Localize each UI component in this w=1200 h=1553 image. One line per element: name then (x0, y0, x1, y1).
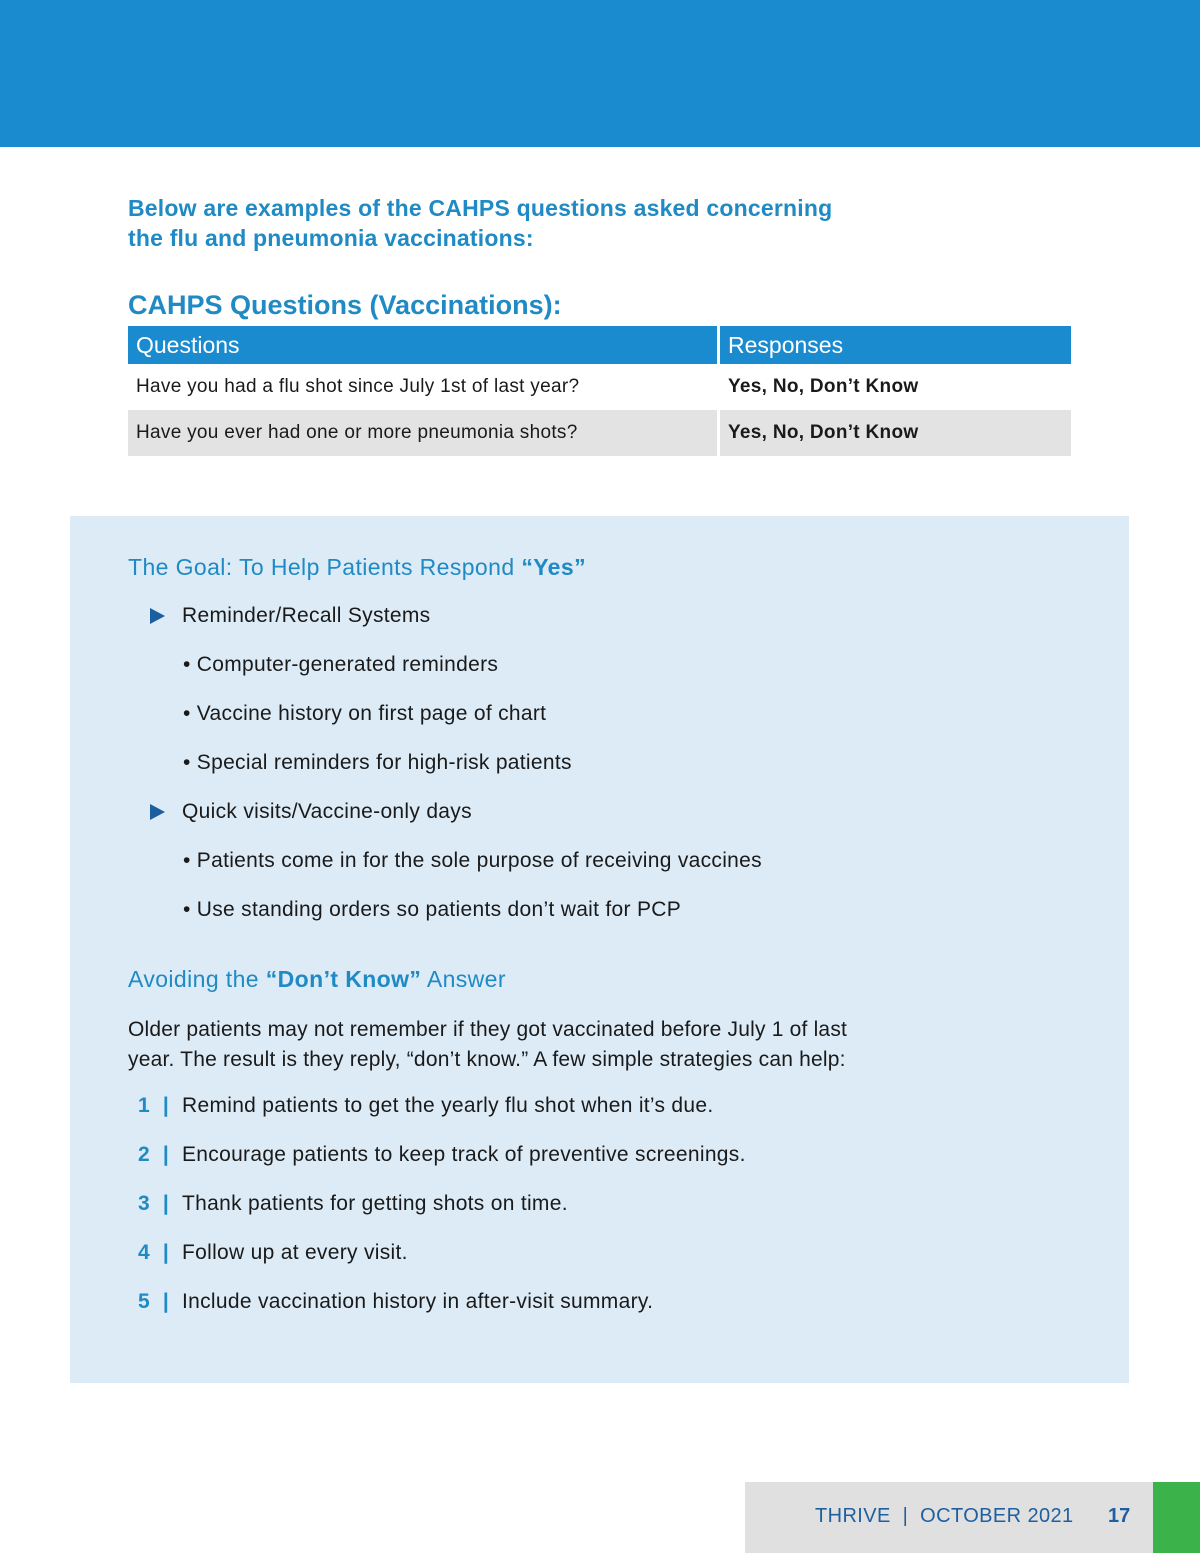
goal-heading-emphasis: “Yes” (521, 554, 586, 580)
step-separator: | (162, 1192, 170, 1215)
questions-header: Questions (128, 326, 717, 364)
avoid-heading-text: Avoiding the (128, 966, 266, 992)
triangle-bullet-icon (150, 608, 165, 624)
paragraph-line-2: year. The result is they reply, “don’t know.” A few simple strategies can help: (128, 1048, 846, 1071)
numbered-step (128, 1290, 653, 1314)
step-text: Thank patients for getting shots on time. (182, 1192, 568, 1215)
sub-bullet: • Computer-generated reminders (183, 653, 499, 676)
step-text: Include vaccination history in after-visit summary. (182, 1290, 654, 1313)
intro-text (128, 193, 1028, 253)
goal-heading-text: The Goal: To Help Patients Respond (128, 554, 522, 580)
response-cell: Yes, No, Don’t Know (717, 364, 1071, 410)
question-cell: Have you ever had one or more pneumonia shots? (128, 410, 717, 456)
response-cell: Yes, No, Don’t Know (717, 410, 1071, 456)
step-text: Encourage patients to keep track of preventive screenings. (182, 1143, 746, 1166)
avoid-heading (128, 966, 506, 993)
question-cell: Have you had a flu shot since July 1st of last year? (136, 376, 580, 397)
intro-line-2: the flu and pneumonia vaccinations: (128, 225, 534, 251)
sub-bullet: • Use standing orders so patients don’t wait for PCP (183, 898, 682, 921)
triangle-bullet-icon (150, 804, 165, 820)
list-item (150, 800, 472, 824)
step-number: 4 (138, 1241, 150, 1264)
step-number: 3 (138, 1192, 150, 1215)
numbered-step (128, 1094, 714, 1118)
table-title: CAHPS Questions (Vaccinations): (128, 290, 562, 320)
step-number: 5 (138, 1290, 150, 1313)
step-number: 1 (138, 1094, 150, 1117)
top-banner (0, 0, 1200, 147)
table-row (128, 410, 1071, 456)
responses-header: Responses (717, 326, 1071, 364)
list-item-label: Reminder/Recall Systems (182, 604, 431, 627)
cahps-questions-table (128, 326, 1071, 456)
table-row (128, 364, 1071, 410)
avoid-heading-emphasis: “Don’t Know” (265, 966, 422, 992)
step-text: Remind patients to get the yearly flu shot when it’s due. (182, 1094, 714, 1117)
table-header-row (128, 326, 1071, 364)
step-separator: | (162, 1094, 170, 1117)
footer-accent (1153, 1482, 1200, 1553)
step-number: 2 (138, 1143, 150, 1166)
step-separator: | (162, 1290, 170, 1313)
avoid-heading-suffix: Answer (421, 966, 506, 992)
goal-heading (128, 554, 586, 581)
paragraph-line-1: Older patients may not remember if they got vaccinated before July 1 of last (128, 1018, 848, 1041)
step-text: Follow up at every visit. (182, 1241, 408, 1264)
numbered-step (128, 1192, 568, 1216)
sub-bullet: • Vaccine history on first page of chart (183, 702, 547, 725)
step-separator: | (162, 1143, 170, 1166)
sub-bullet: • Special reminders for high-risk patients (183, 751, 572, 774)
intro-line-1: Below are examples of the CAHPS questions asked concerning (128, 195, 833, 221)
numbered-step (128, 1143, 746, 1167)
list-item (150, 604, 430, 628)
numbered-step (128, 1241, 408, 1265)
page-number: 17 (1108, 1505, 1131, 1527)
step-separator: | (162, 1241, 170, 1264)
list-item-label: Quick visits/Vaccine-only days (182, 800, 472, 823)
avoid-paragraph (128, 1015, 1048, 1075)
footer-publication: THRIVE | OCTOBER 2021 (815, 1505, 1074, 1527)
sub-bullet: • Patients come in for the sole purpose of receiving vaccines (183, 849, 762, 872)
